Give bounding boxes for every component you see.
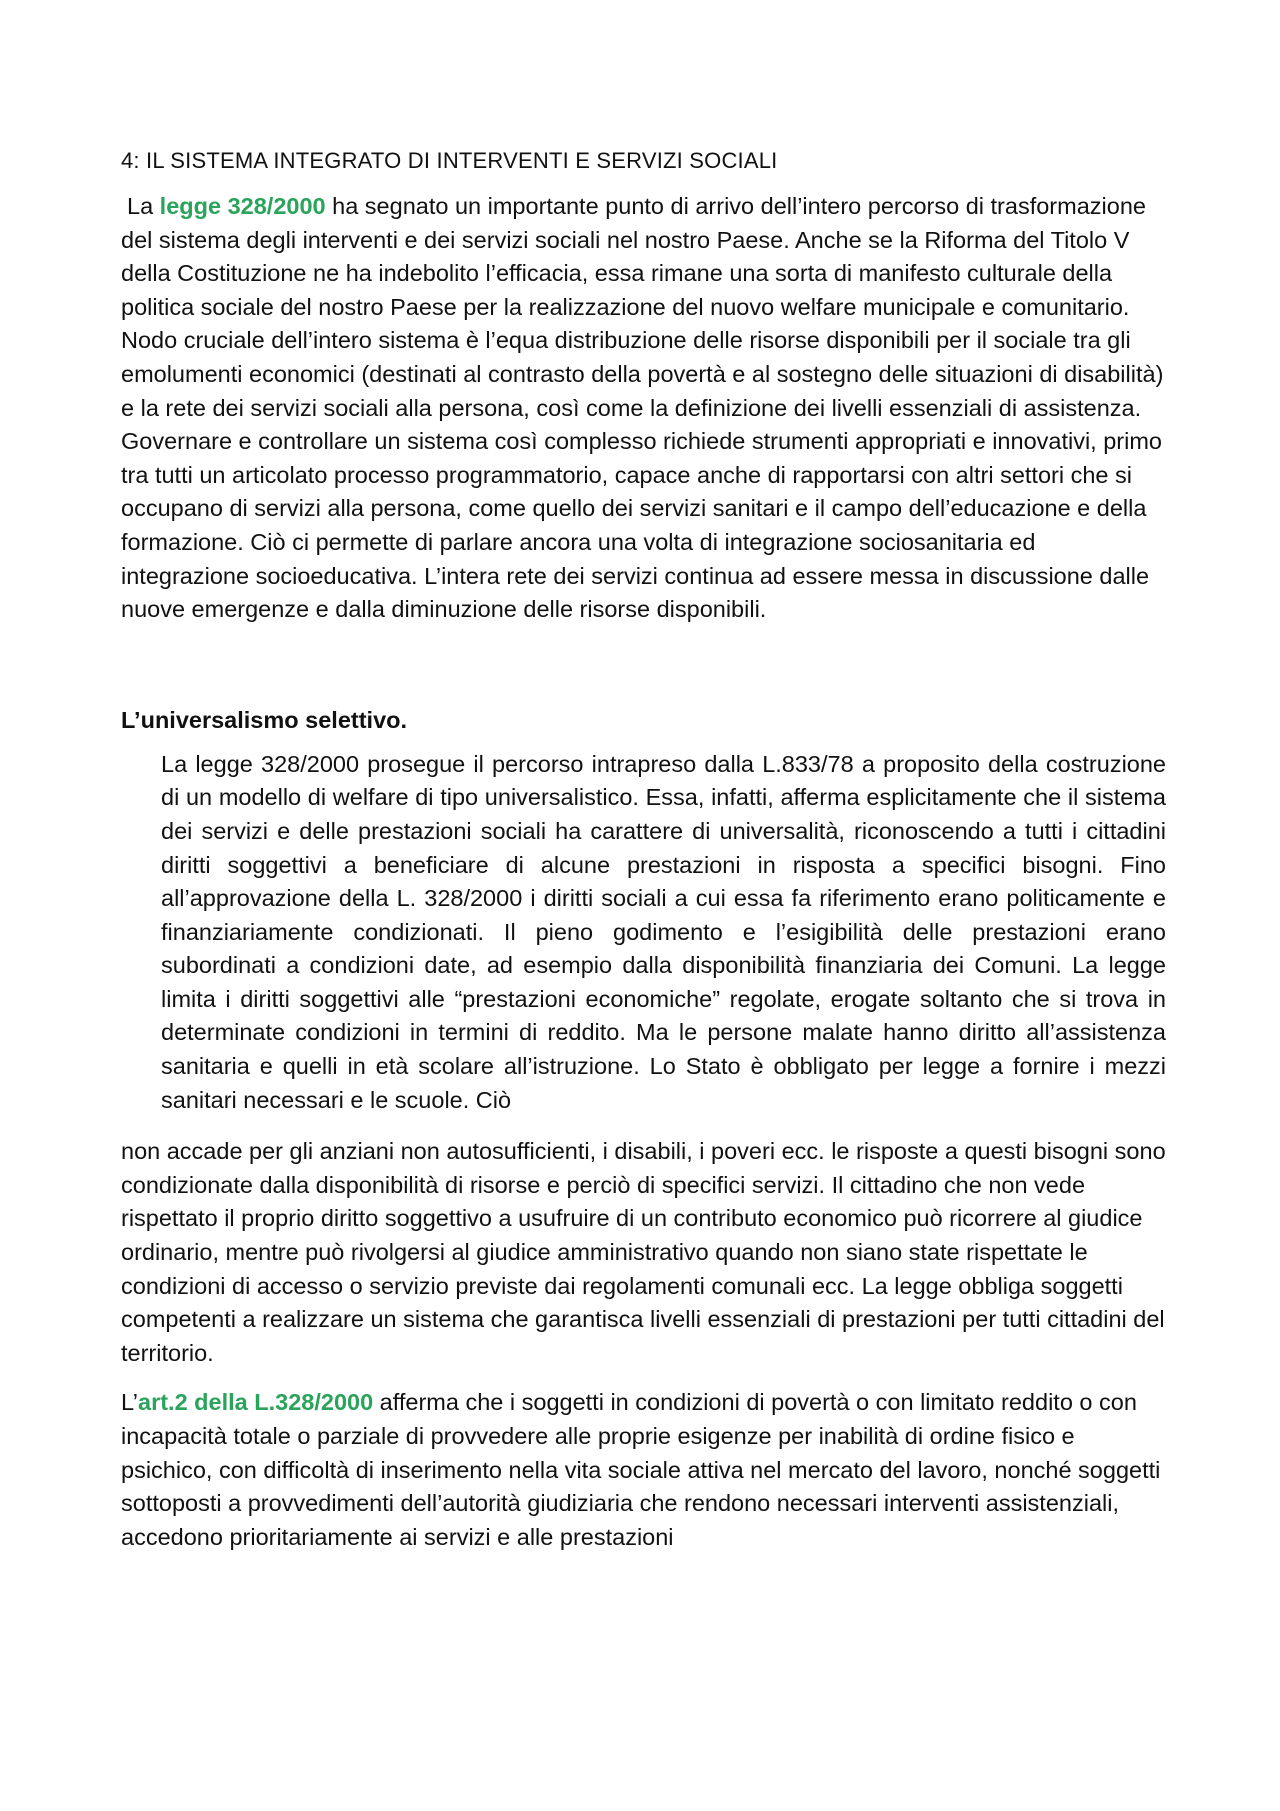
intro-prefix: La	[127, 193, 160, 219]
intro-text: ha segnato un importante punto di arrivo dell’intero percorso di trasformazione del sistema degli interventi e dei servizi sociali nel nostro Paese. Anche se la Riforma del Titolo V della Costituzione ne ha indebolito l’efficacia, essa rimane una sorta di manifesto culturale della politica sociale del nostro Paese per la realizzazione del nuovo welfare municipale e comunitario. Nodo cruciale dell’intero sistema è l’equa distribuzione delle risorse disponibili per il sociale tra gli emolumenti economici (destinati al contrasto della povertà e al sostegno delle situazioni di disabilità) e la rete dei servizi sociali alla persona, così come la definizione dei livelli essenziali di assistenza. Governare e controllare un sistema così complesso richiede strumenti appropriati e innovativi, primo tra tutti un articolato processo programmatorio, capace anche di rapportarsi con altri settori che si occupano di servizi alla persona, come quello dei servizi sanitari e il campo dell’educazione e della formazione. Ciò ci permette di parlare ancora una volta di integrazione sociosanitaria ed integrazione socioeducativa. L’intera rete dei servizi continua ad essere messa in discussione dalle nuove emergenze e dalla diminuzione delle risorse disponibili.	[121, 193, 1164, 623]
chapter-title: 4: IL SISTEMA INTEGRATO DI INTERVENTI E SERVIZI SOCIALI	[121, 148, 778, 173]
article-prefix: L’	[121, 1389, 138, 1416]
intro-paragraph	[121, 190, 1166, 627]
article-paragraph	[121, 1386, 1166, 1554]
document-page	[121, 148, 1166, 1554]
section-title: L’universalismo selettivo.	[121, 706, 408, 733]
article-reference-highlight: art.2 della L.328/2000	[138, 1389, 374, 1416]
article-text: afferma che i soggetti in condizioni di povertà o con limitato reddito o con incapacità totale o parziale di provvedere alle proprie esigenze per inabilità di ordine fisico e psichico, con difficoltà di inserimento nella vita sociale attiva nel mercato del lavoro, nonché soggetti sottoposti a provvedimenti dell’autorità giudiziaria che rendono necessari interventi assistenziali, accedono prioritariamente ai servizi e alle prestazioni	[121, 1389, 1161, 1550]
continued-paragraph: non accade per gli anziani non autosufficienti, i disabili, i poveri ecc. le risposte a questi bisogni sono condizionate dalla disponibilità di risorse e perciò di specifici servizi. Il cittadino che non vede rispettato il proprio diritto soggettivo a usufruire di un contributo economico può ricorrere al giudice ordinario, mentre può rivolgersi al giudice amministrativo quando non siano state rispettate le condizioni di accesso o servizio previste dai regolamenti comunali ecc. La legge obbliga soggetti competenti a realizzare un sistema che garantisca livelli essenziali di prestazioni per tutti cittadini del territorio.	[121, 1138, 1166, 1366]
law-reference-highlight: legge 328/2000	[159, 193, 326, 219]
indented-paragraph: La legge 328/2000 prosegue il percorso intrapreso dalla L.833/78 a proposito della costruzione di un modello di welfare di tipo universalistico. Essa, infatti, afferma esplicitamente che il sistema dei servizi e delle prestazioni sociali ha carattere di universalità, riconoscendo a tutti i cittadini diritti soggettivi a beneficiare di alcune prestazioni in risposta a specifici bisogni. Fino all’approvazione della L. 328/2000 i diritti sociali a cui essa fa riferimento erano politicamente e finanziariamente condizionati. Il pieno godimento e l’esigibilità delle prestazioni erano subordinati a condizioni date, ad esempio dalla disponibilità finanziaria dei Comuni. La legge limita i diritti soggettivi alle “prestazioni economiche” regolate, erogate soltanto che si trova in determinate condizioni in termini di reddito. Ma le persone malate hanno diritto all’assistenza sanitaria e quelli in età scolare all’istruzione. Lo Stato è obbligato per legge a fornire i mezzi sanitari necessari e le scuole. Ciò	[161, 750, 1166, 1113]
